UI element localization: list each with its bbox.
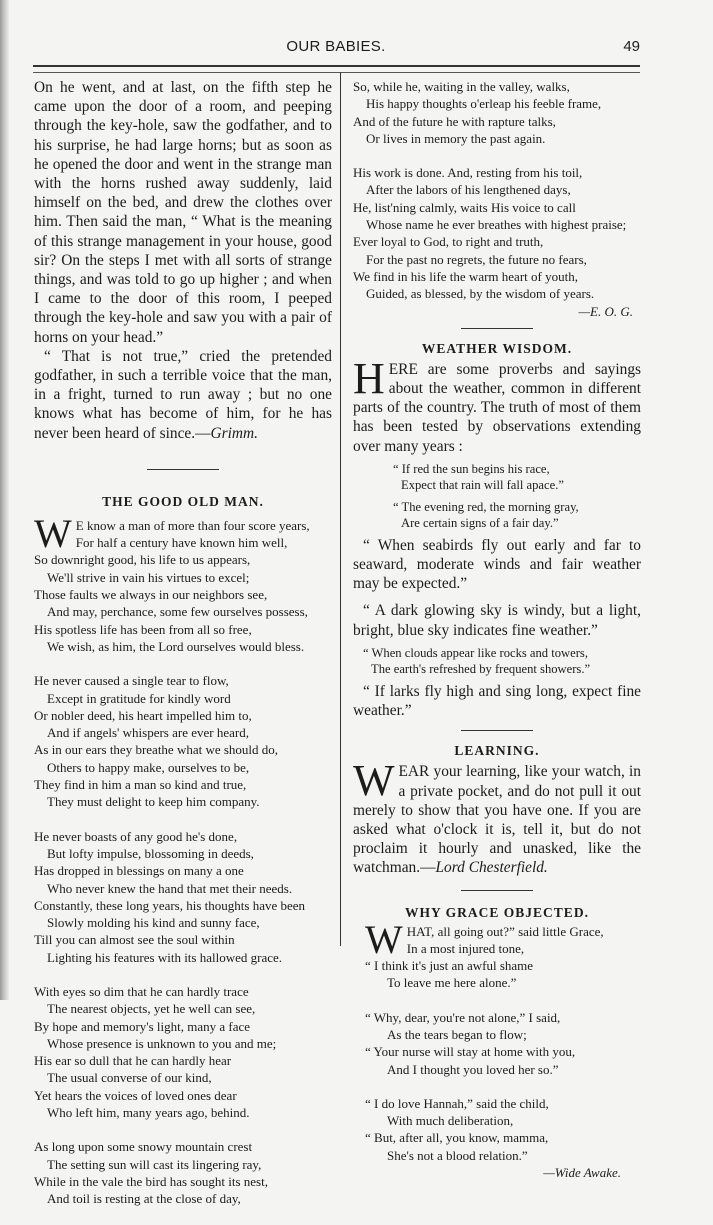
page-binding-edge [0,0,9,1000]
poem-why-grace [353,916,641,1165]
page-number: 49 [623,38,640,55]
story-continuation [34,78,332,443]
right-column [353,78,641,1181]
verse-line: We'll strive in vain his virtues to excel; [47,569,250,585]
verse-line: Except in gratitude for kindly word [47,690,231,706]
dropcap: W [365,916,403,962]
verse-line: And may, perchance, some few ourselves possess, [47,604,308,620]
verse-line: Lighting his features with its hallowed grace. [47,949,283,965]
verse-line: And I thought you loved her so.” [387,1061,559,1077]
verse-line: We wish, as him, the Lord ourselves would bless. [47,638,305,654]
verse-line: So downright good, his life to us appears, [34,552,251,568]
poem-good-old-man [34,510,332,1208]
verse-line: For half a century have known him well, [75,535,288,551]
verse-line: The nearest objects, yet he well can see, [47,1001,256,1017]
verse-line: Whose name he ever breathes with highest praise; [366,217,627,233]
dropcap: W [34,510,72,556]
weather-intro-text: ERE are some proverbs and sayings about the weather, common in different parts of the country. The truth of most of them has been tested by observations extending over many years : [353,360,641,455]
weather-intro [353,353,641,456]
verse-line: But lofty impulse, blossoming in deeds, [47,845,254,861]
learning-attribution: Lord Chesterfield. [435,859,548,877]
story-paragraph [34,347,332,443]
verse-line: For the past no regrets, the future no fears, [366,251,587,267]
verse-line: In a most injured tone, [406,940,525,956]
verse-line: The setting sun will cast its lingering ray, [47,1156,262,1172]
verse-line: “ I do love Hannah,” said the child, [365,1095,549,1111]
stanza [353,78,641,147]
verse-line: His spotless life has been from all so free, [34,621,252,637]
rhyme-line: “ If red the sun begins his race, [393,461,550,476]
rhyme-line: “ The evening red, the morning gray, [393,499,579,514]
verse-line: They must delight to keep him company. [47,794,260,810]
stanza [365,916,641,992]
verse-line: And toil is resting at the close of day, [47,1191,241,1207]
verse-line: And of the future he with rapture talks, [353,113,556,129]
verse-line: Guided, as blessed, by the wisdom of years. [366,286,595,302]
verse-line: So, while he, waiting in the valley, walks, [353,79,570,94]
weather-rhyme-3 [353,645,641,677]
verse-line: Who left him, many years ago, behind. [47,1105,250,1121]
stanza [34,510,332,655]
story-attribution: Grimm. [210,424,258,442]
stanza [34,983,332,1121]
running-header [32,36,640,58]
verse-line: As the tears began to flow; [387,1027,527,1042]
verse-line: Whose presence is unknown to you and me; [47,1035,277,1051]
verse-line: Yet hears the voices of loved ones dear [34,1087,237,1103]
column-divider [340,72,341,946]
verse-line: Others to happy make, ourselves to be, [47,759,250,775]
header-double-rule [33,65,640,73]
learning-text [353,756,641,877]
left-column [34,78,332,1225]
verse-line: He never boasts of any good he's done, [34,828,238,844]
dropcap-w: W [353,756,395,806]
weather-wisdom-title: WEATHER WISDOM. [421,340,573,356]
verse-line: “ I think it's just an awful shame [365,958,534,974]
verse-line: He never caused a single tear to flow, [34,673,229,689]
stanza [353,164,641,302]
weather-rhyme-1 [353,461,641,493]
verse-line: Has dropped in blessings on many a one [34,863,244,879]
verse-line: Who never knew the hand that met their needs. [47,880,293,896]
stanza [365,1095,641,1164]
verse-line: WHAT, all going out?” said little Grace, [365,916,604,962]
verse-line: He, list'ning calmly, waits His voice to call [353,199,576,215]
verse-line: The usual converse of our kind, [47,1070,212,1086]
dropcap-h: H [353,353,385,403]
why-grace-signature: —Wide Awake. [543,1165,621,1181]
verse-line: We find in his life the warm heart of youth, [353,268,578,284]
weather-saying-3: “ If larks fly high and sing long, expect fine weather.” [353,682,641,720]
stanza [365,1009,641,1078]
poem-continued [353,78,641,303]
verse-line: Constantly, these long years, his thoughts have been [34,897,306,913]
verse-line: Slowly molding his kind and sunny face, [47,915,260,931]
verse-line: They find in him a man so kind and true, [34,777,247,793]
poem-signature: —E. O. G. [578,303,633,319]
weather-saying-2: “ A dark glowing sky is windy, but a light, bright, blue sky indicates fine weather.” [353,602,641,639]
rhyme-line: The earth's refreshed by frequent showers.” [371,661,591,676]
verse-line: By hope and memory's light, many a face [34,1018,251,1034]
why-grace-title: WHY GRACE OBJECTED. [405,904,589,920]
weather-rhyme-2 [353,499,641,531]
verse-line: She's not a blood relation.” [387,1147,528,1163]
verse-line: With eyes so dim that he can hardly trace [34,983,249,999]
verse-line: As in our ears they breathe what we should do, [34,742,279,758]
poem-title: THE GOOD OLD MAN. [102,493,264,509]
rhyme-line: Expect that rain will fall apace.” [401,477,564,492]
verse-line: W E know a man of more than four score years, [34,510,310,556]
story-paragraph: On he went, and at last, on the fifth step he came upon the door of a room, and peeping through the key-hole, saw the godfather, and to his surprise, he had large horns; but as soon as he opened the door and went in the strange man with the horns rushed away suddenly, laid himself on the bed, and drew the clothes over him. Then said the man, “ What is the meaning of this strange management in your house, good sir? On the steps I met with all sorts of strange things, and was told to go up higher ; and when I came to the door of this room, I peeped through the key-hole and saw you with a pair of horns on your head.” [34,79,332,346]
verse-line: And if angels' whispers are ever heard, [47,725,249,741]
verse-line: Till you can almost see the soul within [34,932,235,948]
weather-saying-1: “ When seabirds fly out early and far to seaward, moderate winds and fair weather may be expected.” [353,536,641,593]
verse-line: With much deliberation, [387,1113,514,1129]
verse-line: His ear so dull that he can hardly hear [34,1053,232,1069]
verse-line: To leave me here alone.” [387,975,517,991]
verse-line: “ But, after all, you know, mamma, [365,1130,549,1146]
verse-line: “ Your nurse will stay at home with you, [365,1044,576,1060]
learning-body: EAR your learning, like your watch, in a private pocket, and do not pull it out merely to show that you have one. If you are asked what o'clock it is, tell it, but do not proclaim it hourly and unasked, like the watchman.— [353,763,641,877]
stanza [34,1138,332,1207]
learning-title: LEARNING. [454,743,540,759]
verse-line: His work is done. And, resting from his toil, [353,165,583,181]
stanza [34,672,332,810]
verse-line: Ever loyal to God, to right and truth, [353,234,544,250]
verse-line: His happy thoughts o'erleap his feeble frame, [366,96,602,112]
rhyme-line: “ When clouds appear like rocks and towers, [363,645,588,660]
verse-line: “ Why, dear, you're not alone,” I said, [365,1009,561,1025]
verse-line: Or lives in memory the past again. [366,130,546,146]
magazine-title: OUR BABIES. [286,38,386,55]
verse-line: After the labors of his lengthened days, [366,182,571,198]
verse-line: Or nobler deed, his heart impelled him to, [34,707,252,723]
story-text: “ That is not true,” cried the pretended godfather, in such a terrible voice that the man, in a fright, turned to run away ; but no one knows what has become of him, for he has never been heard of since.— [34,347,332,442]
rhyme-line: Are certain signs of a fair day.” [401,515,559,530]
verse-line: Those faults we always in our neighbors see, [34,587,268,603]
verse-line: As long upon some snowy mountain crest [34,1139,253,1155]
verse-line: While in the vale the bird has sought its nest, [34,1173,268,1189]
stanza [34,828,332,966]
